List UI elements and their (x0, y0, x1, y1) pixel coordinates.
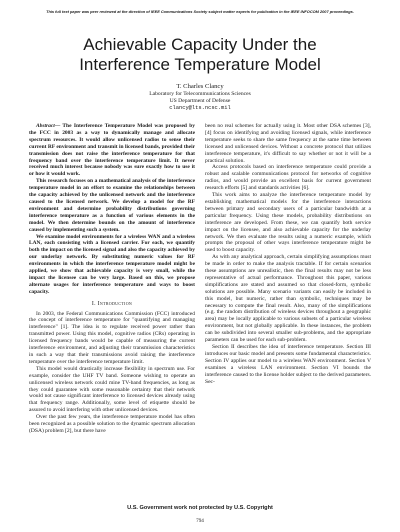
body-paragraph-2: Access protocols based on interference temperature could provide a robust and scalable communications protocol for networks of cognitive radios, and would provide an excellent basis for current government research efforts [5] and standards activities [6]. (205, 164, 371, 192)
title-line-1: Achievable Capacity Under the (83, 35, 317, 54)
left-column (29, 123, 195, 435)
intro-paragraph-2: This model would drastically increase flexibility in spectrum use. For example, consider the UHF TV band. Someone wishing to operate an unlicensed wireless network could mine TV-band frequencies, as long as they could guarantee with some reasonable certainty that their network would not cause significant interference to licensed devices already using that frequency range. Additionally, some level of etiquette should be assured to avoid interfering with other unlicensed devices. (29, 365, 195, 414)
abstract-paragraph-2: This research focuses on a mathematical analysis of the interference temperature model in an effort to examine the relationships between the capacity achieved by the unlicensed network and the interference caused to the licensed network. We develop a model for the RF environment and determine probability distributions governing interference temperature as a function of various elements in the model. We then determine bounds on the amount of interference caused by implementing such a system. (29, 178, 195, 233)
author-name: T. Charles Clancy (176, 83, 224, 90)
body-paragraph-3: This work aims to analyze the interference temperature model by establishing mathematical models for the interference interactions between primary and secondary users of a particular bandwidth at a particular frequency. Using these models, probability distributions on interference are developed. From these, we can quantify both service impact on the licensee, and also achievable capacity for the underlay network. We then evaluate the results using a numeric example, which prompts the proposal of other ways interference temperature might be used to boost capacity. (205, 192, 371, 254)
author-affiliation-2: US Department of Defense (169, 98, 231, 105)
copyright-footer: U.S. Government work not protected by U.S. Copyright (127, 505, 273, 511)
abstract-label: Abstract (36, 123, 55, 129)
author-affiliation-1: Laboratory for Telecommunications Sciences (149, 91, 251, 97)
abstract-paragraph-3: We examine model environments for a wireless WAN and a wireless LAN, each consisting with a licensed carrier. For each, we quantify both the impact on the licensed signal and also the capacity achieved by our underlay network. By substituting numeric values for RF environments in which the interference temperature model might be applied, we show that achievable capacity is very small, while the impact the licensee can be very large. Based on this, we propose alternate usages for interference temperature and ways to boost capacity. (29, 233, 195, 295)
intro-paragraph-1: In 2003, the Federal Communications Commission (FCC) introduced the concept of interference temperature for "quantifying and managing interference" [1]. The idea is to regulate received power rather than transmitted power. Using this model, cognitive radios (CRs) operating in licensed frequency bands would be capable of measuring the current interference environment, and adjusting their transmission characteristics in such a way that their transmissions avoid raising the interference temperature over the interference temperature limit. (29, 310, 195, 365)
abstract-text-1: — The Interference Temperature Model was proposed by the FCC in 2003 as a way to dynamically manage and allocate spectrum resources. It would allow unlicensed radios to sense their current RF environment and transmit in licensed bands, provided their transmission does not raise the interference temperature for that frequency band over the interference temperature limit. It never received much interest because nobody was sure exactly how to use it or how it would work. (29, 123, 195, 178)
author-block (0, 82, 400, 113)
body-paragraph-4: As with any analytical approach, certain simplifying assumptions must be made in order to make the analysis tractable. If for certain scenarios these assumptions are unrealistic, then the final results may not be less representative of actual performance. Throughout this paper, various simplifications are stated and assumed so that closed-form, symbolic solutions are possible. Many scenario variants can easily be included in this model, but numeric, rather than symbolic, techniques may be necessary to compute the final result. Also, many of the simplifications (e.g. the random distribution of wireless devices throughout a geographic area) may be locally applicable to various subsets of a particular wireless environment, but not globally applicable. In these instances, the problem can be subdivided into several smaller sub-problems, and the appropriate parameters can be used for each sub-problem. (205, 254, 371, 344)
header-note: This full text paper was peer reviewed at the direction of IEEE Communications Society subject matter experts for publication in the IEEE INFOCOM 2007 proceedings. (46, 9, 354, 14)
intro-paragraph-3: Over the past few years, the interference temperature model has often been recognized as a possible solution to the dynamic spectrum allocation (DSA) problem [2], but there have (29, 414, 195, 434)
body-paragraph-1: been no real schemes for actually using it. Most other DSA schemes [3], [4] focus on identifying and avoiding licensed signals, while interference temperature seeks to share the same frequency at the same time between licensed and unlicensed devices. Without a concrete protocol that utilizes interference temperature, it's difficult to say whether or not it will be a practical solution. (205, 123, 371, 164)
page-number: 794 (196, 518, 204, 524)
title-line-2: Interference Temperature Model (79, 55, 321, 74)
body-paragraph-5: Section II describes the idea of interference temperature. Section III introduces our basic model and presents some fundamental characteristics. Section IV applies our model to a wireless WAN environment. Section V examines a wireless LAN environment. Section VI bounds the interference caused to the license holder subject to the derived parameters. Sec- (205, 344, 371, 385)
abstract-paragraph-1 (29, 123, 195, 178)
right-column (205, 123, 371, 385)
paper-title (0, 35, 400, 75)
author-email[interactable]: clancy@lts.ncsc.mil (169, 105, 231, 112)
section-heading-introduction: I. Introduction (91, 300, 133, 307)
